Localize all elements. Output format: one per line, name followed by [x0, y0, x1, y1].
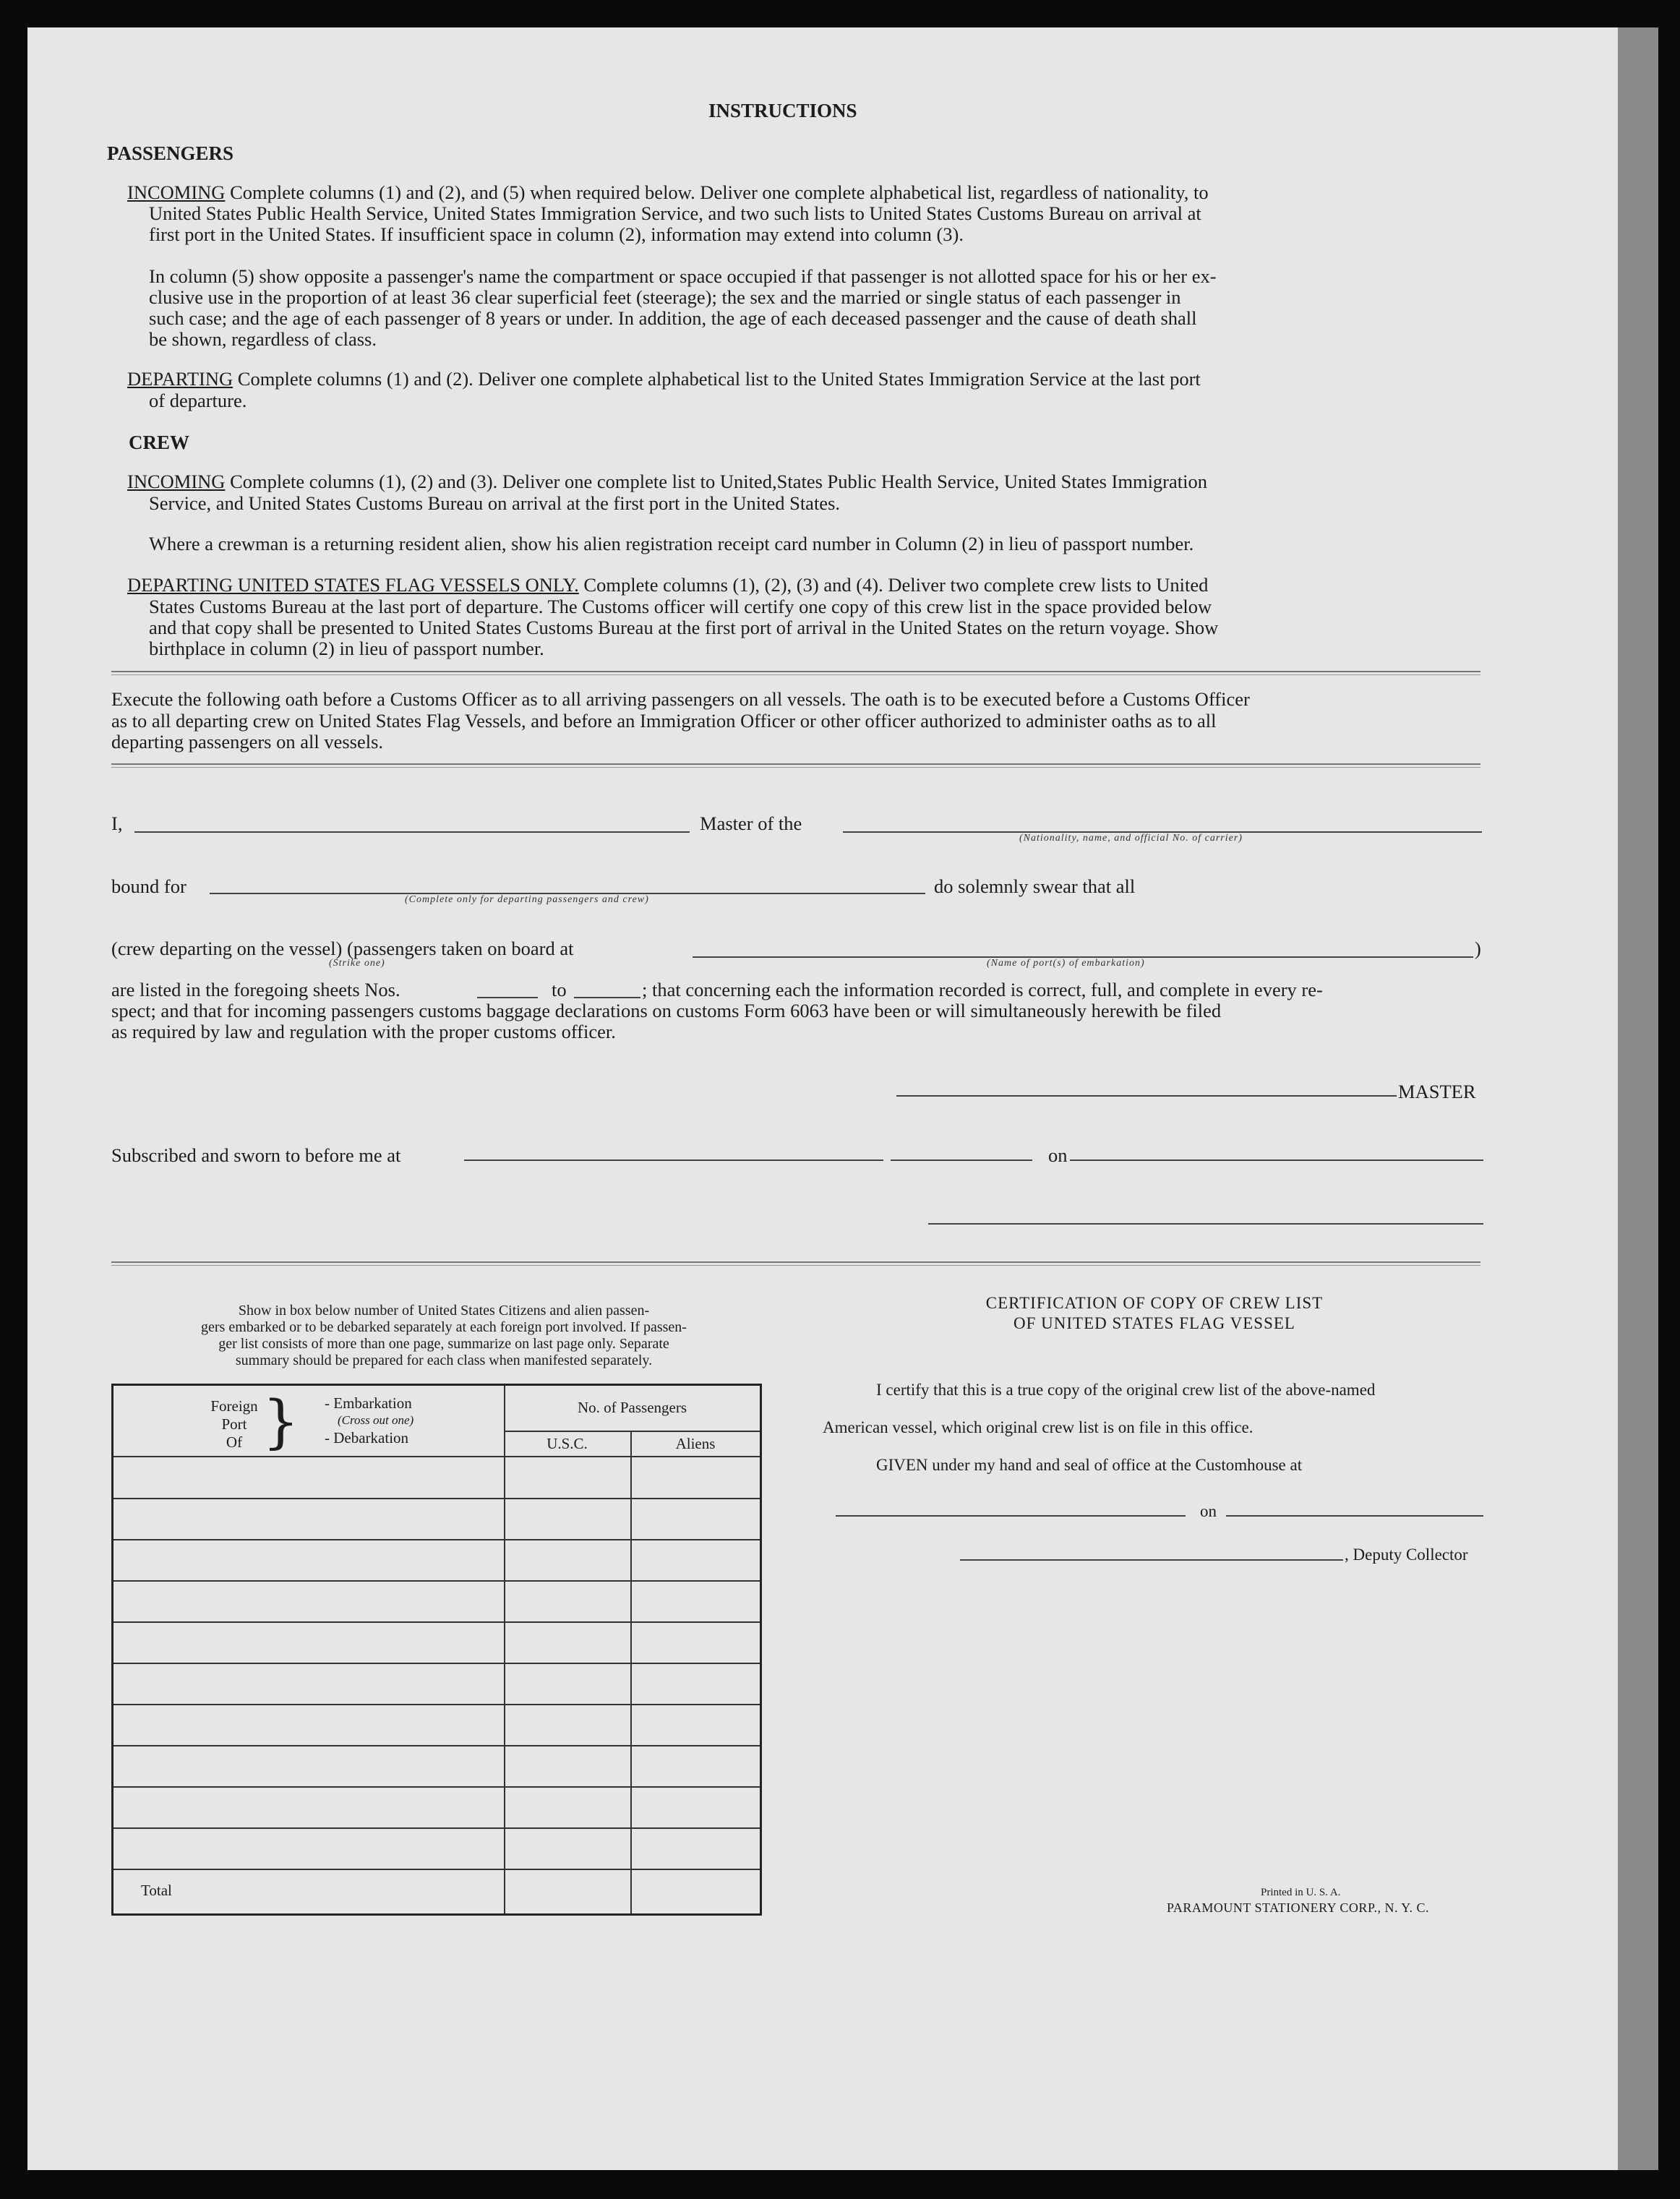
incoming-text-line: first port in the United States. If insufficient space in column (2), information may extend into column (3). — [149, 223, 964, 245]
incoming-paragraph — [127, 182, 1457, 203]
flag-text-line: and that copy shall be presented to United States Customs Bureau at the first port of arrival in the United States on the return voyage. Show — [149, 617, 1219, 638]
foreign-label: Foreign — [210, 1397, 258, 1415]
cert-text-line: GIVEN under my hand and seal of office at the Customhouse at — [876, 1456, 1303, 1474]
caption-ports: (Name of port(s) of embarkation) — [987, 958, 1145, 969]
incoming-label: INCOMING — [127, 181, 226, 203]
table-row-line — [113, 1704, 760, 1705]
page-title: INSTRUCTIONS — [708, 100, 857, 121]
listed-text-line: ; that concerning each the information recorded is correct, full, and complete in every re- — [642, 979, 1323, 1000]
customhouse-field[interactable] — [836, 1515, 1186, 1517]
swear-label: do solemnly swear that all — [934, 875, 1136, 897]
sworn-location-field-2[interactable] — [891, 1159, 1032, 1161]
embarkation-label: - Embarkation — [325, 1394, 412, 1412]
column5-text-line: be shown, regardless of class. — [149, 328, 377, 350]
usc-header: U.S.C. — [547, 1435, 588, 1452]
cert-title-line: CERTIFICATION OF COPY OF CREW LIST — [985, 1294, 1324, 1312]
cert-on-label: on — [1200, 1502, 1217, 1520]
flag-text-line: States Customs Bureau at the last port of departure. The Customs officer will certify one copy of this crew list in the space provided below — [149, 596, 1212, 617]
officer-signature-field[interactable] — [928, 1223, 1483, 1225]
brace-icon: } — [262, 1388, 299, 1455]
departing-label: DEPARTING — [127, 368, 233, 390]
passengers-heading: PASSENGERS — [107, 142, 234, 164]
table-row-line — [113, 1580, 760, 1582]
crew-incoming-text-line: Complete columns (1), (2) and (3). Deliver one complete list to United,States Public Health Service, United States Immigration — [230, 471, 1207, 492]
sheet-from-field[interactable] — [477, 997, 538, 998]
cert-title-line: OF UNITED STATES FLAG VESSEL — [1013, 1314, 1295, 1332]
of-label: Of — [226, 1433, 243, 1451]
column5-text-line: such case; and the age of each passenger of 8 years or under. In addition, the age of each deceased passenger and the cause of death shall — [149, 307, 1197, 329]
oath-instruction-line: Execute the following oath before a Customs Officer as to all arriving passengers on all vessels. The oath is to be executed before a Customs Officer — [111, 688, 1250, 710]
table-row-line — [113, 1869, 760, 1870]
crew-heading: CREW — [129, 432, 190, 453]
flag-vessels-label: DEPARTING UNITED STATES FLAG VESSELS ONLY. — [127, 574, 579, 596]
embark-debark-label — [325, 1394, 413, 1446]
departing-paragraph — [127, 369, 1201, 390]
port-label: Port — [221, 1415, 247, 1433]
cert-date-field[interactable] — [1226, 1515, 1483, 1517]
sheet-to-field[interactable] — [574, 997, 640, 998]
passenger-summary-table — [111, 1384, 762, 1916]
listed-to-label: to — [552, 979, 567, 1000]
incoming-text-line: United States Public Health Service, United States Immigration Service, and two such lists to United States Customs Bureau on arrival at — [149, 202, 1201, 224]
cross-out-label: (Cross out one) — [338, 1413, 414, 1427]
sworn-date-field[interactable] — [1070, 1159, 1483, 1161]
incoming-text-line: Complete columns (1) and (2), and (5) when required below. Deliver one complete alphabetical list, regardless of nationality, to — [230, 181, 1209, 203]
printer-name: PARAMOUNT STATIONERY CORP., N. Y. C. — [1167, 1900, 1429, 1915]
total-label: Total — [141, 1882, 172, 1899]
master-label: MASTER — [1398, 1081, 1476, 1102]
section-divider — [111, 1261, 1480, 1266]
no-passengers-header: No. of Passengers — [577, 1399, 687, 1416]
box-note-line: ger list consists of more than one page, summarize on last page only. Separate — [218, 1336, 669, 1352]
crew-passengers-label: (crew departing on the vessel) (passengers taken on board at — [111, 938, 574, 959]
aliens-header: Aliens — [675, 1435, 716, 1452]
master-name-field[interactable] — [134, 831, 690, 833]
crewman-text: Where a crewman is a returning resident alien, show his alien registration receipt card number in Column (2) in lieu of passport number. — [149, 533, 1194, 554]
sworn-location-field[interactable] — [464, 1159, 883, 1161]
caption-complete-only: (Complete only for departing passengers and crew) — [405, 894, 649, 905]
flag-text-line: Complete columns (1), (2), (3) and (4). Deliver two complete crew lists to United — [583, 574, 1209, 596]
page-shadow — [1618, 27, 1658, 2170]
oath-instruction-line: departing passengers on all vessels. — [111, 731, 384, 753]
table-header-divider — [504, 1431, 760, 1432]
crew-incoming-text-line: Service, and United States Customs Bureau on arrival at the first port in the United States. — [149, 492, 841, 514]
master-of-the-label: Master of the — [700, 813, 802, 834]
cert-text-line: American vessel, which original crew list is on file in this office. — [823, 1418, 1253, 1436]
departing-text-line: Complete columns (1) and (2). Deliver one complete alphabetical list to the United States Immigration Service at the last port — [237, 368, 1201, 390]
section-divider — [111, 671, 1480, 675]
listed-text-line: spect; and that for incoming passengers customs baggage declarations on customs Form 6063 have been or will simultaneously herewith be filed — [111, 1000, 1222, 1021]
column5-text-line: clusive use in the proportion of at least 36 clear superficial feet (steerage); the sex and the married or single status of each passenger in — [149, 286, 1181, 308]
caption-strike-one: (Strike one) — [329, 958, 385, 969]
departing-text-line: of departure. — [149, 390, 247, 411]
listed-label: are listed in the foregoing sheets Nos. — [111, 979, 400, 1000]
table-row-line — [113, 1786, 760, 1788]
master-signature-field[interactable] — [896, 1095, 1397, 1097]
close-paren: ) — [1475, 938, 1481, 959]
table-column-divider — [504, 1386, 505, 1913]
deputy-signature-field[interactable] — [960, 1559, 1343, 1561]
flag-text-line: birthplace in column (2) in lieu of passport number. — [149, 638, 544, 659]
box-note-line: gers embarked or to be debarked separately at each foreign port involved. If passen- — [201, 1319, 687, 1335]
table-row-line — [113, 1827, 760, 1829]
table-row-line — [113, 1745, 760, 1746]
cert-text-line: I certify that this is a true copy of the original crew list of the above-named — [876, 1381, 1376, 1399]
section-divider — [111, 763, 1480, 768]
flag-vessels-paragraph — [127, 575, 1208, 596]
box-note-line: Show in box below number of United States Citizens and alien passen- — [238, 1303, 650, 1319]
table-row-line — [113, 1498, 760, 1499]
caption-nationality: (Nationality, name, and official No. of carrier) — [1019, 833, 1243, 844]
table-row-line — [113, 1621, 760, 1623]
deputy-collector-label: , Deputy Collector — [1345, 1546, 1468, 1564]
table-column-divider — [630, 1431, 632, 1913]
bound-for-label: bound for — [111, 875, 187, 897]
column5-text-line: In column (5) show opposite a passenger's name the compartment or space occupied if that passenger is not allotted space for his or her ex- — [149, 265, 1217, 287]
debarkation-label: - Debarkation — [325, 1429, 409, 1446]
table-row-line — [113, 1539, 760, 1540]
table-row-line — [113, 1663, 760, 1664]
on-label: on — [1048, 1144, 1068, 1166]
printed-in-usa: Printed in U. S. A. — [1261, 1887, 1341, 1898]
crew-incoming-label: INCOMING — [127, 471, 226, 492]
oath-instruction-line: as to all departing crew on United States Flag Vessels, and before an Immigration Officer or other officer authorized to administer oaths as to all — [111, 710, 1217, 732]
crew-incoming-paragraph — [127, 471, 1207, 492]
table-header-bottom — [113, 1456, 760, 1457]
subscribed-label: Subscribed and sworn to before me at — [111, 1144, 401, 1166]
box-note-line: summary should be prepared for each class when manifested separately. — [235, 1353, 653, 1368]
oath-i-label: I, — [111, 813, 123, 834]
listed-text-line: as required by law and regulation with the proper customs officer. — [111, 1021, 616, 1042]
